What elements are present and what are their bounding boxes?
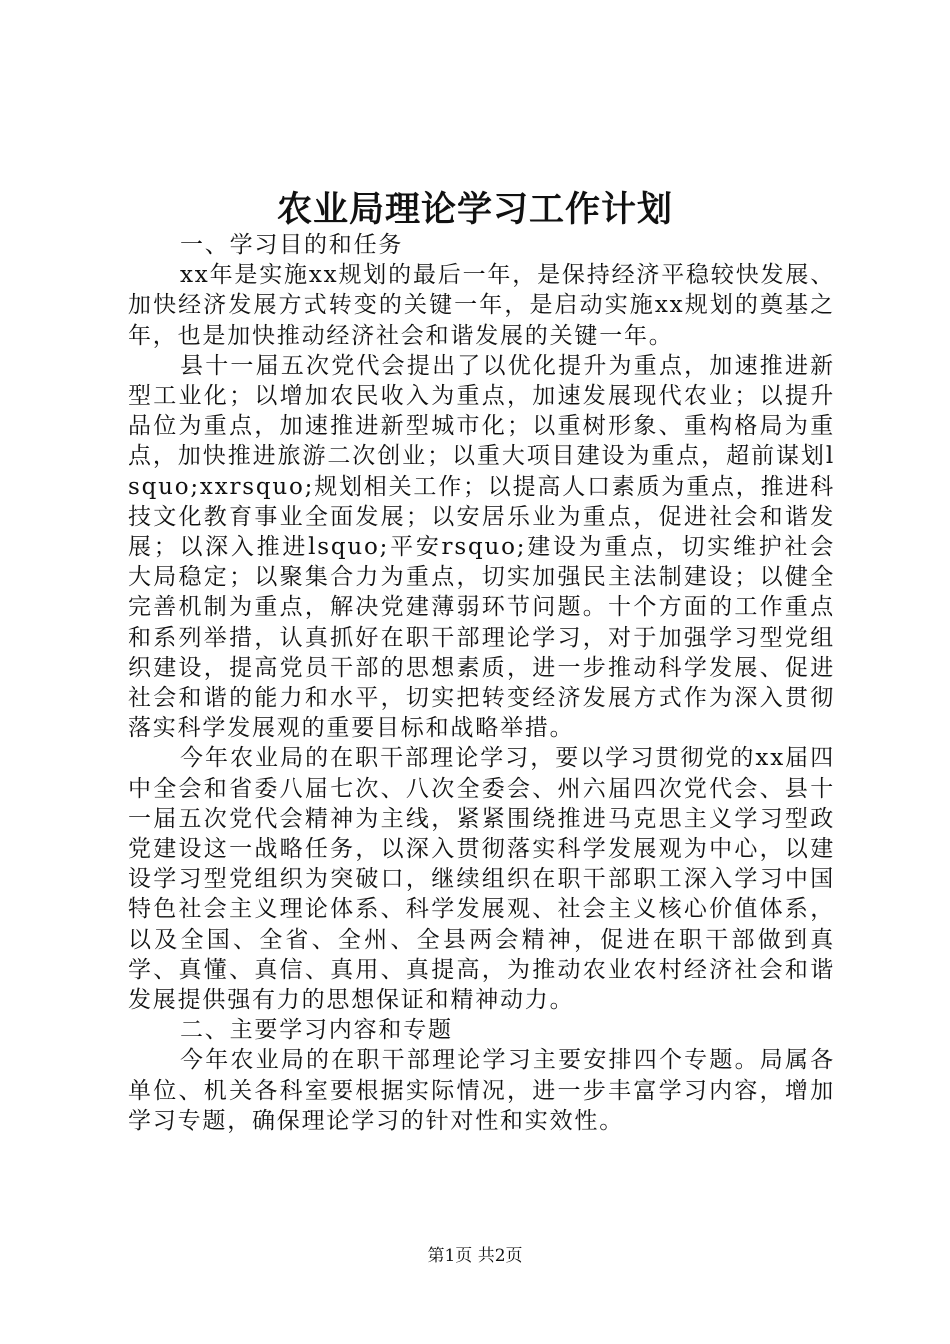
document-title: 农业局理论学习工作计划 <box>276 189 673 230</box>
paragraph-2: 县十一届五次党代会提出了以优化提升为重点，加速推进新型工业化；以增加农民收入为重点，加速发展现代农业；以提升品位为重点，加速推进新型城市化；以重树形象、重构格局为重点，加快推进旅游二次创业；以重大项目建设为重点，超前谋划lsquo;xxrsquo;规划相关工作；以提高人口素质为重点，推进科技文化教育事业全面发展；以安居乐业为重点，促进社会和谐发展；以深入推进lsquo;平安rsquo;建设为重点，切实维护社会大局稳定；以聚集合力为重点，切实加强民主法制建设；以健全完善机制为重点，解决党建薄弱环节问题。十个方面的工作重点和系列举措，认真抓好在职干部理论学习，对于加强学习型党组织建设，提高党员干部的思想素质，进一步推动科学发展、促进社会和谐的能力和水平，切实把转变经济发展方式作为深入贯彻落实科学发展观的重要目标和战略举措。 <box>128 352 836 742</box>
paragraph-4: 今年农业局的在职干部理论学习主要安排四个专题。局属各单位、机关各科室要根据实际情况，进一步丰富学习内容，增加学习专题，确保理论学习的针对性和实效性。 <box>128 1047 835 1134</box>
document-body <box>128 230 835 1136</box>
section-heading-2: 二、主要学习内容和专题 <box>180 1017 453 1044</box>
section-heading-1: 一、学习目的和任务 <box>180 232 404 258</box>
paragraph-3: 今年农业局的在职干部理论学习，要以学习贯彻党的xx届四中全会和省委八届七次、八次全委会、州六届四次党代会、县十一届五次党代会精神为主线，紧紧围绕推进马克思主义学习型政党建设这一战略任务，以深入贯彻落实科学发展观为中心，以建设学习型党组织为突破口，继续组织在职干部职工深入学习中国特色社会主义理论体系、科学发展观、社会主义核心价值体系，以及全国、全省、全州、全县两会精神，促进在职干部做到真学、真懂、真信、真用、真提高，为推动农业农村经济社会和谐发展提供强有力的思想保证和精神动力。 <box>128 745 835 1014</box>
paragraph-1: xx年是实施xx规划的最后一年，是保持经济平稳较快发展、加快经济发展方式转变的关键一年，是启动实施xx规划的奠基之年，也是加快推动经济社会和谐发展的关键一年。 <box>128 262 835 349</box>
page-footer: 第1页 共2页 <box>427 1246 523 1266</box>
